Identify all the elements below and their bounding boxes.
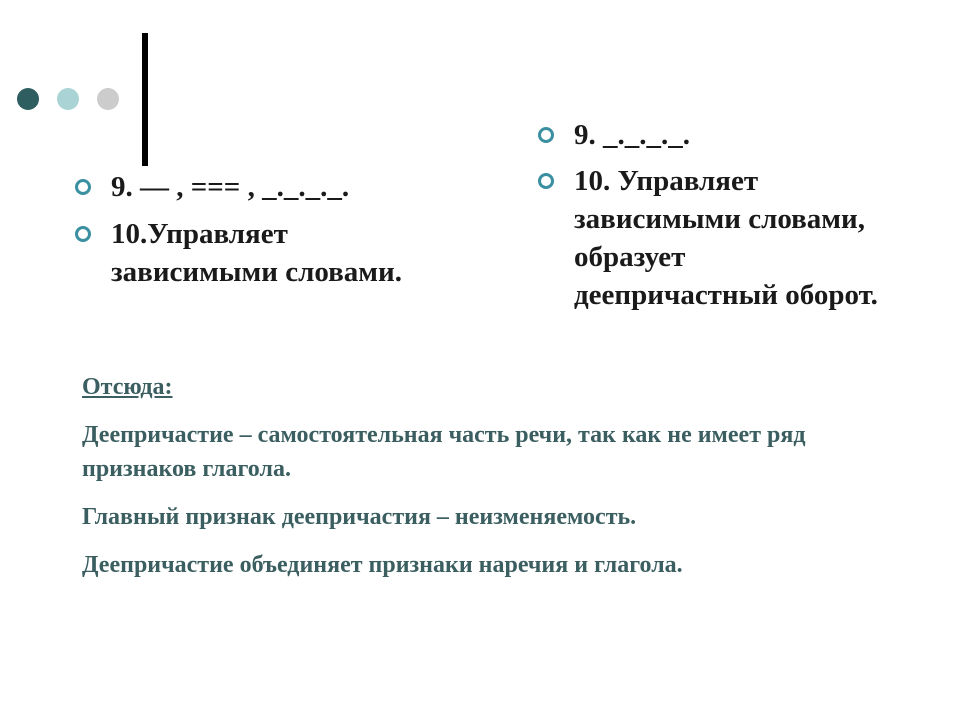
vertical-divider bbox=[142, 33, 148, 166]
left-list-item bbox=[75, 168, 455, 206]
conclusion-heading: Отсюда: bbox=[82, 374, 173, 400]
left-item-text: 9. — , === , _._._._. bbox=[111, 171, 350, 203]
right-item-text: 10. Управляет зависимыми словами, образует деепричастный оборот. bbox=[574, 165, 878, 311]
ring-bullet-icon bbox=[538, 173, 554, 189]
left-bullet-list bbox=[75, 168, 455, 300]
ring-bullet-icon bbox=[538, 127, 554, 143]
right-list-item bbox=[538, 116, 878, 154]
decor-dot-gray bbox=[97, 88, 119, 110]
conclusion-line: Главный признак деепричастия – неизменяемость. bbox=[82, 504, 637, 530]
decor-dot-light bbox=[57, 88, 79, 110]
ring-bullet-icon bbox=[75, 226, 91, 242]
decor-dot-dark bbox=[17, 88, 39, 110]
conclusion-block bbox=[82, 370, 922, 596]
right-item-text: 9. _._._._. bbox=[574, 119, 690, 151]
conclusion-line: Деепричастие объединяет признаки наречия и глагола. bbox=[82, 552, 683, 578]
conclusion-line: Деепричастие – самостоятельная часть речи, так как не имеет ряд признаков глагола. bbox=[82, 422, 806, 482]
ring-bullet-icon bbox=[75, 179, 91, 195]
right-list-item bbox=[538, 162, 878, 314]
left-item-text: 10.Управляет зависимыми словами. bbox=[111, 218, 403, 288]
left-list-item bbox=[75, 215, 455, 291]
right-bullet-list bbox=[538, 116, 878, 322]
